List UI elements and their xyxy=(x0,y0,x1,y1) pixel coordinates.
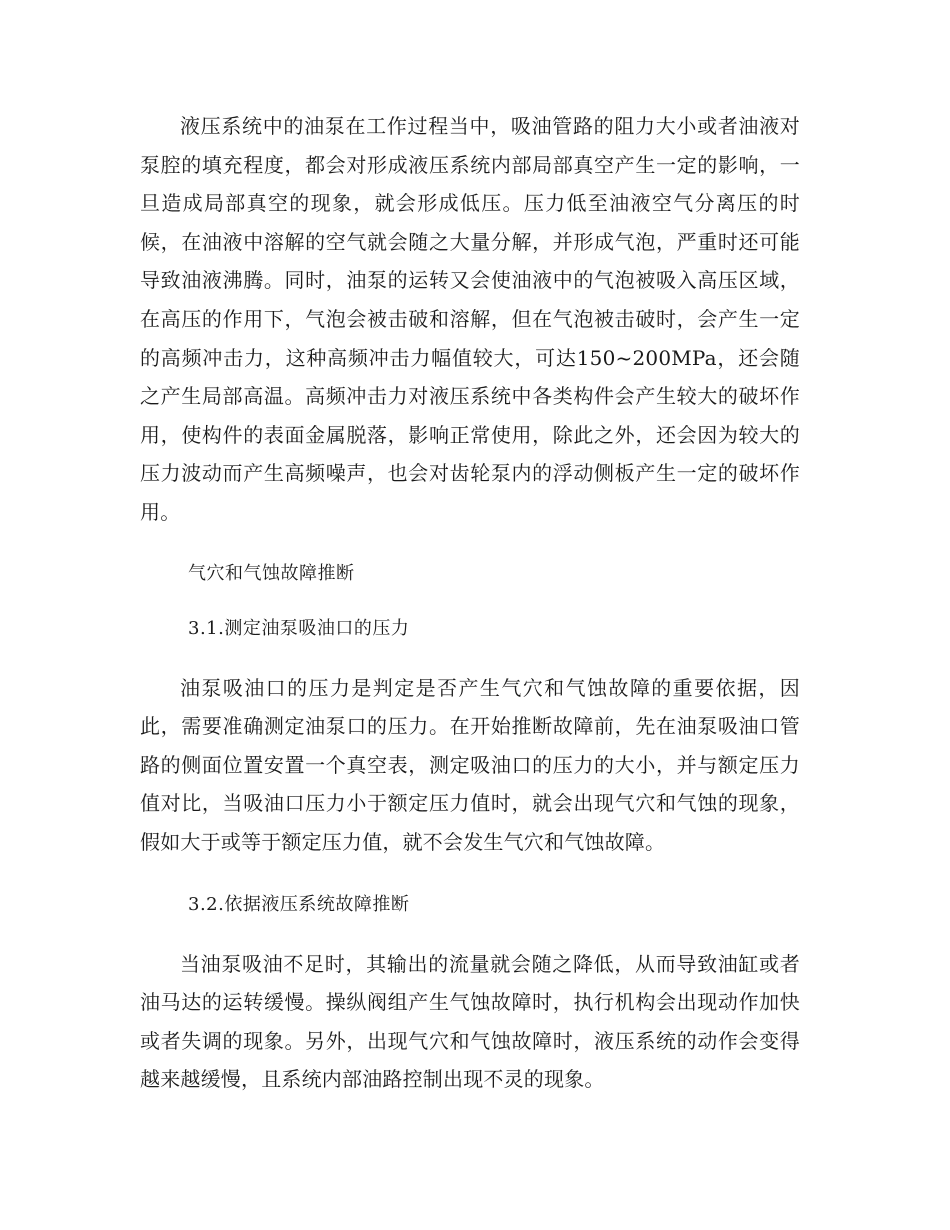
paragraph-inlet-pressure: 油泵吸油口的压力是判定是否产生气穴和气蚀故障的重要依据，因此，需要准确测定油泵口的压力。在开始推断故障前，先在油泵吸油口管路的侧面位置安置一个真空表，测定吸油口的压力的大小，并与额定压力值对比，当吸油口压力小于额定压力值时，就会出现气穴和气蚀的现象，假如大于或等于额定压力值，就不会发生气穴和气蚀故障。 xyxy=(140,675,800,854)
subsection-heading-3-2: 3.2.依据液压系统故障推断 xyxy=(188,893,410,915)
paragraph-system-fault: 当油泵吸油不足时，其输出的流量就会随之降低，从而导致油缸或者油马达的运转缓慢。操纵阀组产生气蚀故障时，执行机构会出现动作加快或者失调的现象。另外，出现气穴和气蚀故障时，液压系统的动作会变得越来越缓慢，且系统内部油路控制出现不灵的现象。 xyxy=(140,951,800,1092)
paragraph-cavitation-cause: 液压系统中的油泵在工作过程当中，吸油管路的阻力大小或者油液对泵腔的填充程度，都会对形成液压系统内部局部真空产生一定的影响，一旦造成局部真空的现象，就会形成低压。压力低至油液空气分离压的时候，在油液中溶解的空气就会随之大量分解，并形成气泡，严重时还可能导致油液沸腾。同时，油泵的运转又会使油液中的气泡被吸入高压区域，在高压的作用下，气泡会被击破和溶解，但在气泡被击破时，会产生一定的高频冲击力，这种高频冲击力幅值较大，可达150~200MPa，还会随之产生局部高温。高频冲击力对液压系统中各类构件会产生较大的破坏作用，使构件的表面金属脱落，影响正常使用，除此之外，还会因为较大的压力波动而产生高频噪声，也会对齿轮泵内的浮动侧板产生一定的破坏作用。 xyxy=(140,114,800,524)
subsection-heading-3-1: 3.1.测定油泵吸油口的压力 xyxy=(188,617,410,639)
section-heading-diagnosis: 气穴和气蚀故障推断 xyxy=(188,562,355,584)
document-body xyxy=(140,107,800,1099)
